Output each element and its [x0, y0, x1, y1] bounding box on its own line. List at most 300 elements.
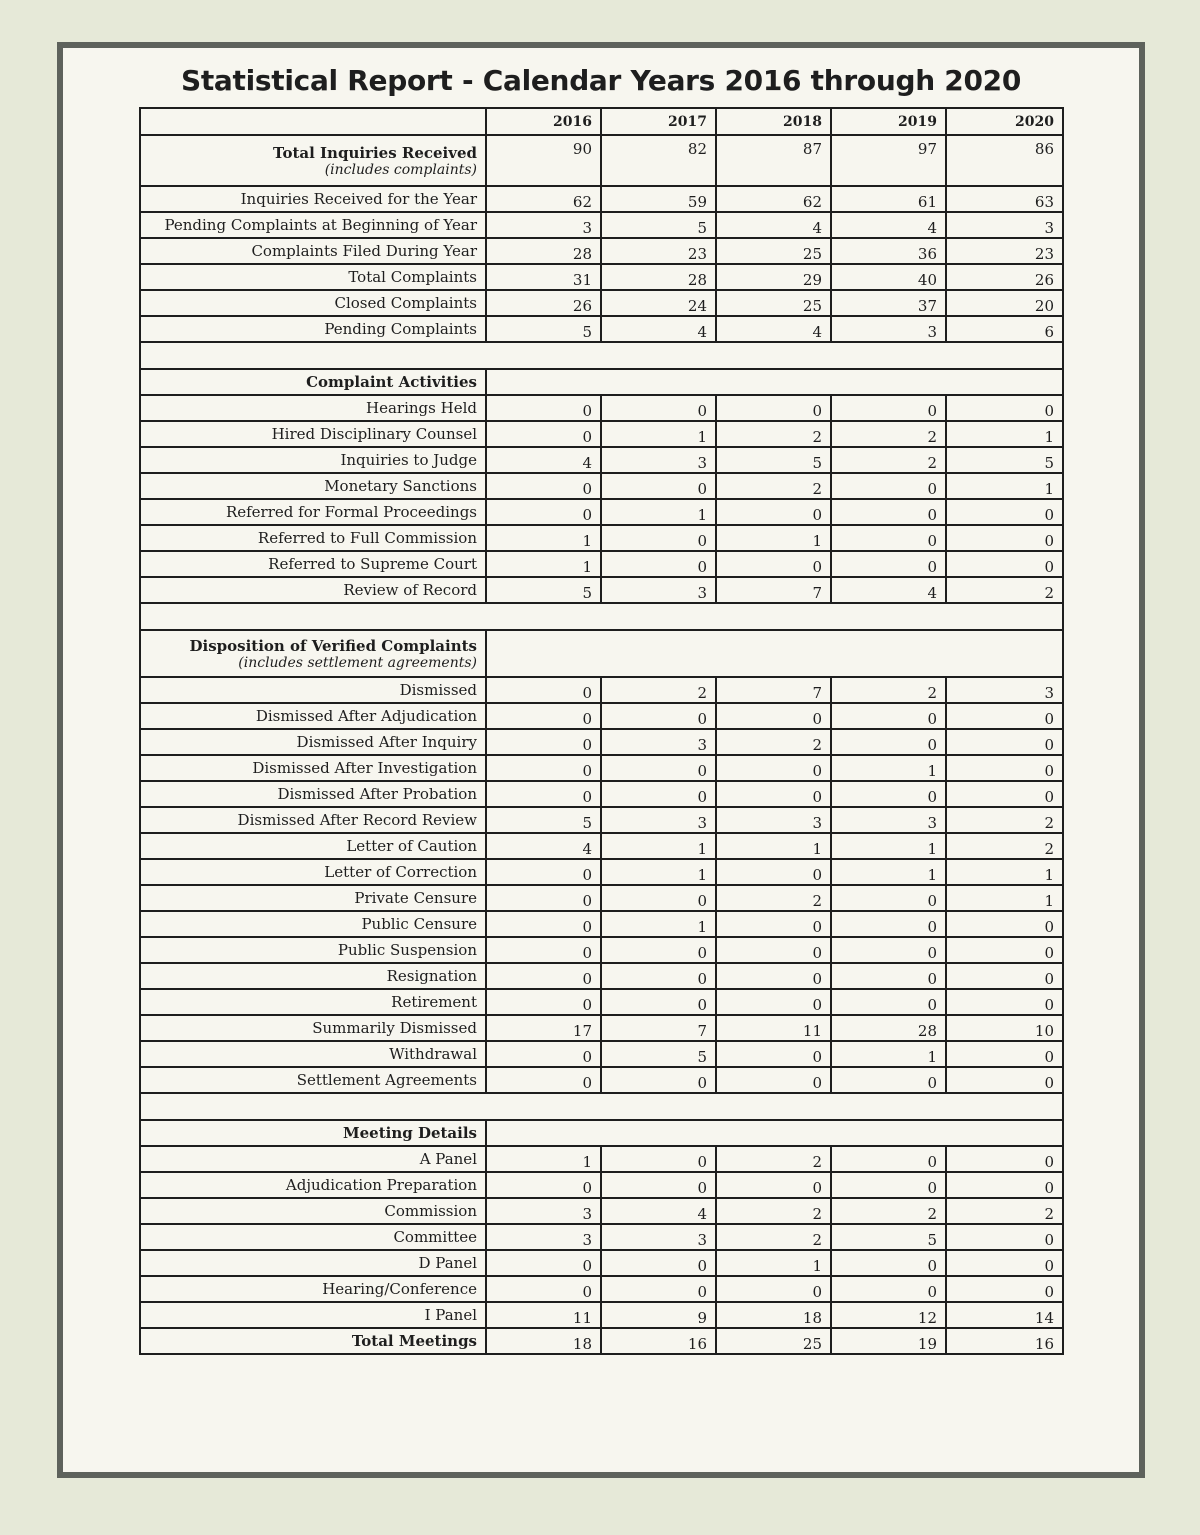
complaint-activities-heading-row — [140, 369, 1063, 395]
value-cell-2020: 0 — [946, 525, 1063, 551]
value-cell-2017: 7 — [601, 1015, 716, 1041]
value-cell-2018: 25 — [716, 290, 831, 316]
table-row — [140, 1276, 1063, 1302]
value-cell-2016: 28 — [486, 238, 601, 264]
row-label-text: A Panel — [419, 1150, 477, 1168]
table-row — [140, 885, 1063, 911]
row-label-text: Committee — [393, 1228, 477, 1246]
row-label-text: Review of Record — [343, 581, 477, 599]
value-cell-2018: 2 — [716, 421, 831, 447]
section-sublabel: (includes settlement agreements) — [238, 654, 477, 671]
value-cell-2016: 0 — [486, 1276, 601, 1302]
value-cell-2020: 0 — [946, 1041, 1063, 1067]
value-cell-2018: 0 — [716, 911, 831, 937]
value-cell-2020: 5 — [946, 447, 1063, 473]
value-cell-2016: 3 — [486, 1224, 601, 1250]
value-cell-2018: 5 — [716, 447, 831, 473]
value-cell-2017: 59 — [601, 186, 716, 212]
value-cell-2018: 0 — [716, 1067, 831, 1093]
row-label — [140, 577, 486, 603]
value-cell-2017: 0 — [601, 937, 716, 963]
row-label — [140, 677, 486, 703]
row-label — [140, 755, 486, 781]
table-row — [140, 577, 1063, 603]
row-label — [140, 525, 486, 551]
row-label-text: Settlement Agreements — [296, 1071, 477, 1089]
spacer-cell — [140, 603, 1063, 630]
value-cell-2019: 4 — [831, 212, 946, 238]
row-label-text: Pending Complaints at Beginning of Year — [164, 216, 477, 234]
spacer-cell — [140, 1093, 1063, 1120]
value-cell-2018: 0 — [716, 963, 831, 989]
value-cell-2019: 12 — [831, 1302, 946, 1328]
value-cell-2018: 0 — [716, 989, 831, 1015]
row-label-text: Private Censure — [354, 889, 477, 907]
value-cell-2017: 82 — [601, 135, 716, 186]
value-cell-2016: 31 — [486, 264, 601, 290]
value-cell-2016: 0 — [486, 781, 601, 807]
value-cell-2016: 0 — [486, 729, 601, 755]
value-cell-2017: 1 — [601, 859, 716, 885]
value-cell-2017: 28 — [601, 264, 716, 290]
value-cell-2017: 3 — [601, 729, 716, 755]
value-cell-2020: 10 — [946, 1015, 1063, 1041]
row-label-text: I Panel — [424, 1306, 477, 1324]
table-row — [140, 963, 1063, 989]
report-page — [57, 42, 1145, 1478]
row-label — [140, 212, 486, 238]
value-cell-2019: 19 — [831, 1328, 946, 1354]
value-cell-2019: 0 — [831, 473, 946, 499]
spacer-row — [140, 603, 1063, 630]
row-label-text: Letter of Caution — [346, 837, 477, 855]
value-cell-2019: 0 — [831, 499, 946, 525]
value-cell-2016: 0 — [486, 1067, 601, 1093]
value-cell-2019: 28 — [831, 1015, 946, 1041]
value-cell-2016: 0 — [486, 677, 601, 703]
value-cell-2016: 26 — [486, 290, 601, 316]
year-header-2017: 2017 — [601, 108, 716, 135]
section-heading-text: Meeting Details — [343, 1124, 477, 1142]
value-cell-2016: 5 — [486, 577, 601, 603]
row-label — [140, 290, 486, 316]
value-cell-2017: 0 — [601, 395, 716, 421]
value-cell-2019: 0 — [831, 885, 946, 911]
value-cell-2018: 4 — [716, 212, 831, 238]
value-cell-2018: 0 — [716, 937, 831, 963]
value-cell-2018: 25 — [716, 1328, 831, 1354]
row-label-text: Total Complaints — [348, 268, 477, 286]
section-blank — [486, 630, 1063, 677]
value-cell-2016: 5 — [486, 807, 601, 833]
table-row — [140, 989, 1063, 1015]
value-cell-2018: 11 — [716, 1015, 831, 1041]
row-label — [140, 1041, 486, 1067]
value-cell-2017: 1 — [601, 833, 716, 859]
value-cell-2017: 0 — [601, 1250, 716, 1276]
row-label — [140, 859, 486, 885]
value-cell-2018: 3 — [716, 807, 831, 833]
value-cell-2018: 0 — [716, 755, 831, 781]
value-cell-2019: 1 — [831, 1041, 946, 1067]
row-label-text: Closed Complaints — [334, 294, 477, 312]
section-blank — [486, 1120, 1063, 1146]
row-label-text: Total Inquiries Received — [273, 143, 477, 162]
row-label-text: Dismissed After Adjudication — [255, 707, 477, 725]
value-cell-2016: 3 — [486, 1198, 601, 1224]
row-label-text: Hired Disciplinary Counsel — [271, 425, 477, 443]
value-cell-2017: 4 — [601, 1198, 716, 1224]
row-label — [140, 937, 486, 963]
value-cell-2020: 2 — [946, 833, 1063, 859]
row-label — [140, 1328, 486, 1354]
row-label — [140, 1067, 486, 1093]
value-cell-2016: 5 — [486, 316, 601, 342]
value-cell-2018: 1 — [716, 525, 831, 551]
value-cell-2017: 23 — [601, 238, 716, 264]
value-cell-2017: 0 — [601, 963, 716, 989]
table-row — [140, 264, 1063, 290]
row-label — [140, 135, 486, 186]
value-cell-2020: 0 — [946, 703, 1063, 729]
value-cell-2016: 1 — [486, 525, 601, 551]
value-cell-2016: 11 — [486, 1302, 601, 1328]
row-label — [140, 1250, 486, 1276]
spacer-row — [140, 342, 1063, 369]
table-row — [140, 551, 1063, 577]
row-label-text: Public Suspension — [337, 941, 477, 959]
value-cell-2017: 0 — [601, 1146, 716, 1172]
value-cell-2017: 5 — [601, 1041, 716, 1067]
table-row — [140, 212, 1063, 238]
row-label-text: Inquiries to Judge — [340, 451, 477, 469]
row-label-text: Referred to Supreme Court — [268, 555, 477, 573]
value-cell-2018: 2 — [716, 1146, 831, 1172]
value-cell-2017: 16 — [601, 1328, 716, 1354]
row-label — [140, 911, 486, 937]
table-row — [140, 238, 1063, 264]
row-label — [140, 1302, 486, 1328]
year-header-row — [140, 108, 1063, 135]
value-cell-2019: 0 — [831, 1172, 946, 1198]
value-cell-2016: 0 — [486, 1250, 601, 1276]
value-cell-2019: 1 — [831, 859, 946, 885]
value-cell-2019: 0 — [831, 525, 946, 551]
value-cell-2020: 0 — [946, 499, 1063, 525]
value-cell-2020: 0 — [946, 729, 1063, 755]
row-label — [140, 1172, 486, 1198]
value-cell-2018: 0 — [716, 1276, 831, 1302]
row-label-text: Dismissed — [399, 681, 477, 699]
value-cell-2018: 7 — [716, 577, 831, 603]
row-label — [140, 833, 486, 859]
value-cell-2018: 1 — [716, 1250, 831, 1276]
row-label-text: Dismissed After Probation — [277, 785, 477, 803]
table-row — [140, 447, 1063, 473]
value-cell-2019: 3 — [831, 807, 946, 833]
value-cell-2019: 0 — [831, 781, 946, 807]
row-label — [140, 1015, 486, 1041]
row-label — [140, 1224, 486, 1250]
value-cell-2020: 1 — [946, 421, 1063, 447]
table-row — [140, 1328, 1063, 1354]
value-cell-2020: 26 — [946, 264, 1063, 290]
row-label-text: Resignation — [386, 967, 477, 985]
value-cell-2019: 2 — [831, 677, 946, 703]
value-cell-2020: 2 — [946, 807, 1063, 833]
table-row — [140, 729, 1063, 755]
value-cell-2016: 1 — [486, 551, 601, 577]
value-cell-2020: 16 — [946, 1328, 1063, 1354]
table-row — [140, 937, 1063, 963]
table-row — [140, 1067, 1063, 1093]
section-heading-text: Disposition of Verified Complaints — [189, 636, 477, 655]
row-label-text: D Panel — [418, 1254, 477, 1272]
value-cell-2018: 0 — [716, 859, 831, 885]
value-cell-2020: 3 — [946, 677, 1063, 703]
meeting-details-heading-row — [140, 1120, 1063, 1146]
row-label-text: Hearing/Conference — [322, 1280, 477, 1298]
value-cell-2017: 3 — [601, 577, 716, 603]
row-label — [140, 885, 486, 911]
value-cell-2017: 3 — [601, 1224, 716, 1250]
year-header-2020: 2020 — [946, 108, 1063, 135]
spacer-row — [140, 1093, 1063, 1120]
value-cell-2018: 2 — [716, 729, 831, 755]
value-cell-2016: 62 — [486, 186, 601, 212]
value-cell-2018: 0 — [716, 703, 831, 729]
table-row — [140, 316, 1063, 342]
table-row — [140, 395, 1063, 421]
section-heading — [140, 630, 486, 677]
value-cell-2020: 0 — [946, 551, 1063, 577]
value-cell-2019: 2 — [831, 447, 946, 473]
table-row — [140, 1146, 1063, 1172]
value-cell-2017: 0 — [601, 551, 716, 577]
value-cell-2017: 2 — [601, 677, 716, 703]
value-cell-2016: 0 — [486, 395, 601, 421]
value-cell-2018: 0 — [716, 499, 831, 525]
value-cell-2017: 1 — [601, 911, 716, 937]
value-cell-2019: 37 — [831, 290, 946, 316]
row-label-text: Total Meetings — [351, 1332, 477, 1350]
value-cell-2019: 0 — [831, 911, 946, 937]
value-cell-2016: 0 — [486, 911, 601, 937]
value-cell-2017: 0 — [601, 1276, 716, 1302]
table-row — [140, 859, 1063, 885]
value-cell-2020: 1 — [946, 859, 1063, 885]
row-label-text: Monetary Sanctions — [324, 477, 477, 495]
value-cell-2017: 24 — [601, 290, 716, 316]
value-cell-2018: 2 — [716, 1224, 831, 1250]
table-row — [140, 1198, 1063, 1224]
value-cell-2017: 0 — [601, 989, 716, 1015]
value-cell-2016: 0 — [486, 989, 601, 1015]
value-cell-2018: 0 — [716, 781, 831, 807]
value-cell-2018: 4 — [716, 316, 831, 342]
row-label — [140, 316, 486, 342]
value-cell-2017: 0 — [601, 1172, 716, 1198]
row-label — [140, 238, 486, 264]
value-cell-2016: 0 — [486, 963, 601, 989]
value-cell-2019: 0 — [831, 937, 946, 963]
value-cell-2017: 4 — [601, 316, 716, 342]
value-cell-2020: 0 — [946, 781, 1063, 807]
table-row — [140, 135, 1063, 186]
value-cell-2020: 14 — [946, 1302, 1063, 1328]
table-row — [140, 421, 1063, 447]
value-cell-2019: 0 — [831, 395, 946, 421]
value-cell-2018: 18 — [716, 1302, 831, 1328]
table-row — [140, 833, 1063, 859]
row-label-text: Complaints Filed During Year — [251, 242, 477, 260]
row-label — [140, 781, 486, 807]
table-row — [140, 290, 1063, 316]
row-label — [140, 421, 486, 447]
value-cell-2020: 6 — [946, 316, 1063, 342]
value-cell-2019: 0 — [831, 729, 946, 755]
value-cell-2018: 0 — [716, 551, 831, 577]
value-cell-2017: 0 — [601, 885, 716, 911]
disposition-heading-row — [140, 630, 1063, 677]
table-row — [140, 677, 1063, 703]
section-heading-text: Complaint Activities — [306, 373, 477, 391]
table-row — [140, 911, 1063, 937]
value-cell-2020: 0 — [946, 1146, 1063, 1172]
row-label-text: Summarily Dismissed — [312, 1019, 477, 1037]
year-header-2016: 2016 — [486, 108, 601, 135]
value-cell-2020: 63 — [946, 186, 1063, 212]
row-label — [140, 963, 486, 989]
value-cell-2019: 0 — [831, 703, 946, 729]
row-label — [140, 264, 486, 290]
value-cell-2019: 97 — [831, 135, 946, 186]
value-cell-2020: 0 — [946, 989, 1063, 1015]
value-cell-2018: 0 — [716, 1172, 831, 1198]
row-label — [140, 186, 486, 212]
value-cell-2019: 4 — [831, 577, 946, 603]
table-row — [140, 807, 1063, 833]
row-label-text: Adjudication Preparation — [285, 1176, 477, 1194]
table-row — [140, 1224, 1063, 1250]
section-heading — [140, 1120, 486, 1146]
value-cell-2020: 0 — [946, 755, 1063, 781]
row-label-text: Retirement — [391, 993, 477, 1011]
spacer-cell — [140, 342, 1063, 369]
row-label — [140, 499, 486, 525]
value-cell-2018: 0 — [716, 395, 831, 421]
row-label-text: Dismissed After Inquiry — [296, 733, 477, 751]
value-cell-2017: 3 — [601, 447, 716, 473]
value-cell-2019: 61 — [831, 186, 946, 212]
value-cell-2019: 2 — [831, 421, 946, 447]
value-cell-2019: 0 — [831, 1250, 946, 1276]
value-cell-2016: 0 — [486, 755, 601, 781]
statistics-table — [139, 107, 1064, 1355]
value-cell-2016: 0 — [486, 1041, 601, 1067]
row-label-text: Pending Complaints — [324, 320, 477, 338]
row-label-text: Public Censure — [361, 915, 477, 933]
value-cell-2020: 0 — [946, 1276, 1063, 1302]
section-heading — [140, 369, 486, 395]
row-label-text: Inquiries Received for the Year — [240, 190, 477, 208]
row-label-text: Hearings Held — [366, 399, 477, 417]
value-cell-2020: 3 — [946, 212, 1063, 238]
row-label — [140, 1276, 486, 1302]
value-cell-2018: 2 — [716, 885, 831, 911]
value-cell-2019: 1 — [831, 833, 946, 859]
value-cell-2016: 4 — [486, 447, 601, 473]
value-cell-2016: 0 — [486, 421, 601, 447]
value-cell-2020: 2 — [946, 577, 1063, 603]
value-cell-2020: 86 — [946, 135, 1063, 186]
value-cell-2017: 9 — [601, 1302, 716, 1328]
value-cell-2016: 0 — [486, 885, 601, 911]
row-label — [140, 395, 486, 421]
row-label — [140, 703, 486, 729]
value-cell-2016: 0 — [486, 499, 601, 525]
table-row — [140, 186, 1063, 212]
value-cell-2019: 1 — [831, 755, 946, 781]
value-cell-2020: 0 — [946, 1172, 1063, 1198]
value-cell-2017: 0 — [601, 525, 716, 551]
value-cell-2016: 0 — [486, 703, 601, 729]
value-cell-2017: 0 — [601, 781, 716, 807]
value-cell-2019: 40 — [831, 264, 946, 290]
value-cell-2020: 0 — [946, 937, 1063, 963]
value-cell-2019: 5 — [831, 1224, 946, 1250]
value-cell-2020: 1 — [946, 885, 1063, 911]
value-cell-2017: 0 — [601, 755, 716, 781]
row-label-text: Referred to Full Commission — [257, 529, 477, 547]
row-label-text: Letter of Correction — [324, 863, 477, 881]
value-cell-2020: 0 — [946, 963, 1063, 989]
row-label — [140, 551, 486, 577]
row-label — [140, 473, 486, 499]
value-cell-2018: 0 — [716, 1041, 831, 1067]
value-cell-2020: 0 — [946, 1250, 1063, 1276]
value-cell-2019: 0 — [831, 989, 946, 1015]
table-row — [140, 473, 1063, 499]
value-cell-2020: 2 — [946, 1198, 1063, 1224]
table-row — [140, 525, 1063, 551]
value-cell-2018: 25 — [716, 238, 831, 264]
table-row — [140, 1172, 1063, 1198]
table-row — [140, 1041, 1063, 1067]
value-cell-2016: 0 — [486, 473, 601, 499]
value-cell-2019: 2 — [831, 1198, 946, 1224]
value-cell-2019: 0 — [831, 963, 946, 989]
value-cell-2016: 1 — [486, 1146, 601, 1172]
value-cell-2017: 0 — [601, 703, 716, 729]
table-row — [140, 703, 1063, 729]
row-label — [140, 1198, 486, 1224]
row-label-text: Referred for Formal Proceedings — [225, 503, 477, 521]
value-cell-2019: 0 — [831, 551, 946, 577]
value-cell-2019: 0 — [831, 1067, 946, 1093]
table-row — [140, 755, 1063, 781]
value-cell-2017: 5 — [601, 212, 716, 238]
value-cell-2016: 90 — [486, 135, 601, 186]
row-label-text: Dismissed After Record Review — [237, 811, 477, 829]
value-cell-2018: 2 — [716, 473, 831, 499]
value-cell-2020: 0 — [946, 395, 1063, 421]
value-cell-2016: 0 — [486, 1172, 601, 1198]
row-label-text: Commission — [384, 1202, 477, 1220]
value-cell-2020: 0 — [946, 1067, 1063, 1093]
row-label — [140, 807, 486, 833]
value-cell-2017: 1 — [601, 421, 716, 447]
